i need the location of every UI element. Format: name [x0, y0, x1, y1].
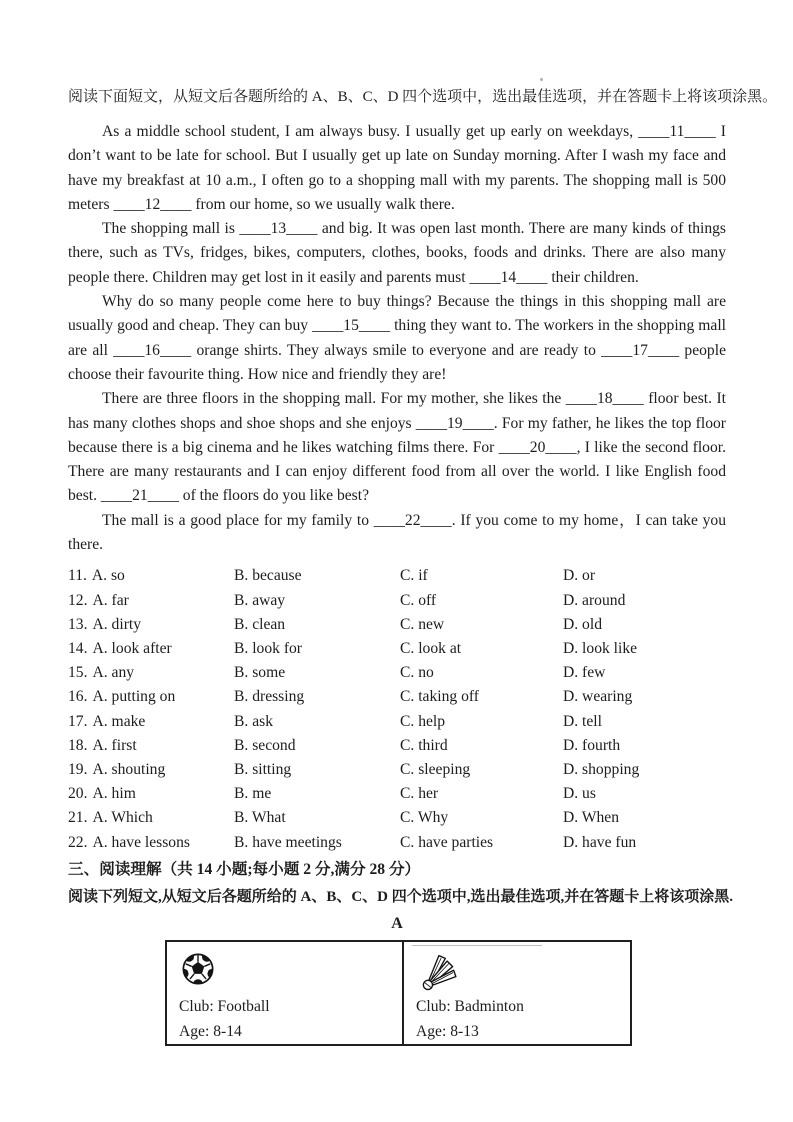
option-a: A. far	[92, 591, 129, 609]
scan-artifact-dot	[540, 78, 543, 81]
question-number: 16.	[68, 688, 88, 706]
option-c: C. her	[400, 785, 439, 803]
question-number: 17.	[68, 712, 88, 730]
option-c: C. have parties	[400, 833, 494, 851]
option-b: B. me	[234, 785, 272, 803]
option-c: C. sleeping	[400, 760, 471, 778]
option-b: B. What	[234, 809, 286, 827]
badminton-club-cell	[404, 942, 630, 1044]
option-b: B. sitting	[234, 760, 292, 778]
option-b: B. look for	[234, 640, 303, 657]
document-body	[68, 88, 778, 1046]
option-c: C. off	[400, 591, 437, 609]
option-b: B. clean	[234, 615, 286, 633]
option-d: D. look like	[563, 640, 638, 657]
option-a: A. putting on	[92, 688, 176, 706]
question-number: 18.	[68, 736, 88, 754]
club-name: Club: Badminton	[416, 997, 524, 1015]
option-b: B. some	[234, 664, 286, 682]
option-d: D. tell	[563, 712, 602, 730]
option-d: D. When	[563, 809, 620, 827]
option-b: B. have meetings	[234, 833, 342, 851]
cloze-question-row	[68, 830, 726, 854]
soccer-ball-icon	[181, 952, 215, 986]
option-a: A. him	[92, 785, 136, 803]
option-a: A. so	[91, 567, 125, 585]
club-age: Age: 8-13	[416, 1022, 479, 1040]
option-c: C. look at	[400, 640, 462, 657]
cloze-question-row	[68, 734, 726, 758]
cloze-question-row	[68, 758, 726, 782]
cloze-passage	[68, 120, 726, 557]
cloze-question-row	[68, 613, 726, 637]
option-c: C. third	[400, 736, 448, 754]
option-d: D. fourth	[563, 736, 621, 754]
cloze-question-row	[68, 661, 726, 685]
passage-paragraph: The shopping mall is ____13____ and big. It was open last month. There are many kinds of things there, such as TVs, fridges, bikes, computers, clothes, books, foods and drinks. There are also many people there. Children may get lost in it easily and parents must ____14____ their children.	[68, 220, 726, 286]
passage-paragraph: The mall is a good place for my family to ____22____. If you come to my home，I can take you there.	[68, 511, 726, 554]
option-b: B. because	[234, 567, 302, 585]
option-a: A. first	[92, 736, 137, 754]
option-d: D. around	[563, 591, 626, 609]
option-c: C. no	[400, 664, 434, 682]
clubs-table	[165, 940, 632, 1046]
option-b: B. dressing	[234, 688, 305, 706]
question-number: 21.	[68, 809, 88, 827]
cloze-question-row	[68, 806, 726, 830]
football-club-cell	[167, 942, 404, 1044]
cloze-question-row	[68, 685, 726, 709]
cloze-question-row	[68, 564, 726, 588]
question-number: 12.	[68, 591, 88, 609]
option-c: C. if	[400, 567, 428, 585]
cloze-question-row	[68, 637, 726, 661]
option-a: A. look after	[92, 640, 172, 657]
passage-a-label: A	[391, 914, 403, 932]
cloze-question-row	[68, 782, 726, 806]
reading-section-title: 三、阅读理解（共 14 小题;每小题 2 分,满分 28 分）	[68, 860, 421, 878]
question-number: 15.	[68, 664, 88, 682]
passage-paragraph: There are three floors in the shopping mall. For my mother, she likes the ____18____ floor best. It has many clothes shops and shoe shops and she enjoys ____19____. For my father, he likes the top floor because there is a big cinema and he likes watching films there. For ____20____, I like the second floor. There are many restaurants and I can enjoy different food from all over the world. I like English food best. ____21____ of the floors do you like best?	[68, 390, 726, 505]
option-d: D. have fun	[563, 833, 637, 851]
option-c: C. new	[400, 615, 445, 633]
option-d: D. few	[563, 664, 606, 682]
cloze-question-row	[68, 589, 726, 613]
option-d: D. wearing	[563, 688, 633, 706]
question-number: 11.	[68, 567, 87, 585]
cloze-instruction: 阅读下面短文，从短文后各题所给的 A、B、C、D 四个选项中，选出最佳选项，并在答题卡上将该项涂黑。	[68, 89, 778, 105]
option-c: C. Why	[400, 809, 449, 827]
shuttlecock-icon	[416, 951, 460, 995]
scan-artifact-line	[412, 945, 542, 946]
option-a: A. have lessons	[92, 833, 190, 851]
question-number: 19.	[68, 760, 88, 778]
option-a: A. any	[92, 664, 135, 682]
option-a: A. Which	[92, 809, 153, 827]
passage-paragraph: Why do so many people come here to buy things? Because the things in this shopping mall are usually good and cheap. They can buy ____15____ thing they want to. The workers in the shopping mall are all ____16____ orange shirts. They always smile to everyone and are ready to ____17____ people choose their favourite thing. How nice and friendly they are!	[68, 293, 726, 383]
option-d: D. us	[563, 785, 596, 803]
question-number: 14.	[68, 640, 88, 657]
question-number: 20.	[68, 785, 88, 803]
option-b: B. ask	[234, 712, 273, 730]
option-a: A. shouting	[92, 760, 166, 778]
club-age: Age: 8-14	[179, 1022, 242, 1040]
cloze-options-list	[68, 564, 726, 854]
option-c: C. help	[400, 712, 446, 730]
option-b: B. away	[234, 591, 286, 609]
passage-paragraph: As a middle school student, I am always busy. I usually get up early on weekdays, ____11____ I don’t want to be late for school. But I usually get up late on Sunday morning. After I wash my face and have my breakfast at 10 a.m., I often go to a shopping mall with my parents. The shopping mall is 500 meters ____12____ from our home, so we usually walk there.	[68, 123, 726, 213]
option-a: A. make	[92, 712, 146, 730]
club-name: Club: Football	[179, 997, 270, 1015]
question-number: 22.	[68, 833, 88, 851]
option-b: B. second	[234, 736, 296, 754]
reading-instruction: 阅读下列短文,从短文后各题所给的 A、B、C、D 四个选项中,选出最佳选项,并在答题卡上将该项涂黑.	[68, 888, 734, 905]
option-c: C. taking off	[400, 688, 479, 706]
option-a: A. dirty	[92, 615, 142, 633]
option-d: D. old	[563, 615, 602, 633]
cloze-question-row	[68, 709, 726, 733]
option-d: D. or	[563, 567, 596, 585]
option-d: D. shopping	[563, 760, 640, 778]
question-number: 13.	[68, 615, 88, 633]
